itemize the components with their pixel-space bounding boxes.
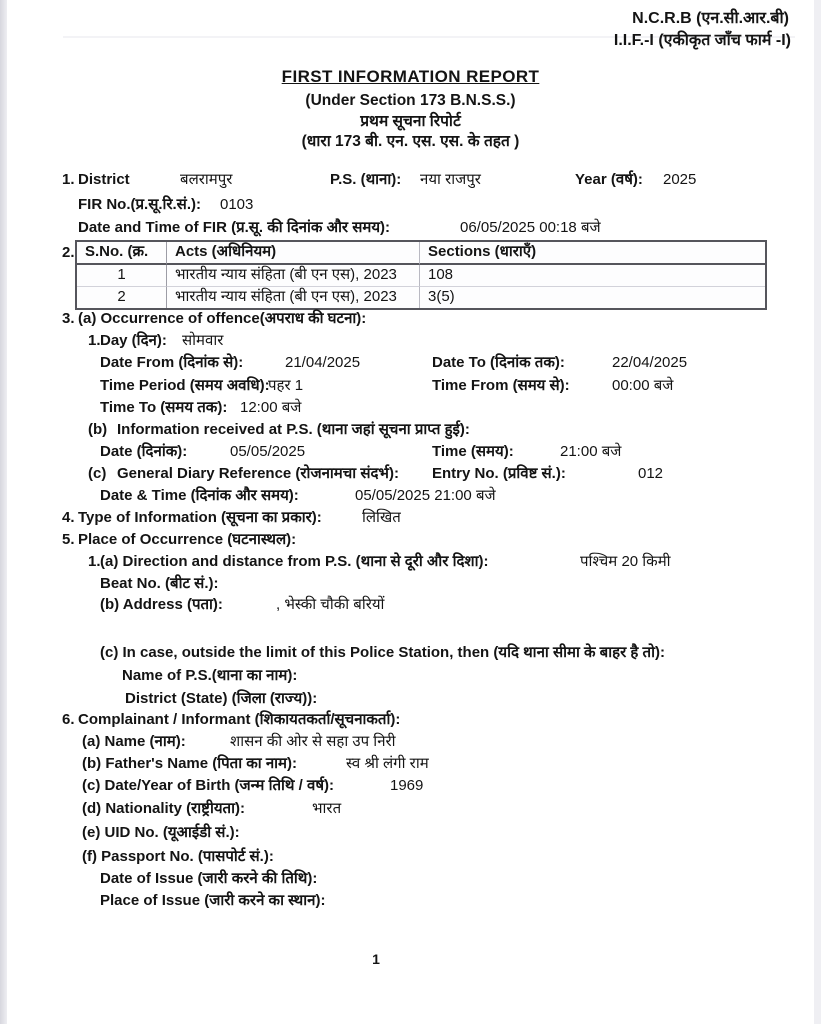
- ncrb-header: N.C.R.B (एन.सी.आर.बी): [632, 10, 789, 27]
- outside-limit-label: (c) In case, outside the limit of this Police Station, then (यदि थाना सीमा के बाहर है तो):: [100, 644, 665, 661]
- address-value: , भेस्की चौकी बरियों: [276, 596, 385, 613]
- direction-value: पश्चिम 20 किमी: [580, 553, 671, 570]
- day-value: सोमवार: [182, 332, 224, 349]
- occurrence-label: (a) Occurrence of offence(अपराध की घटना):: [78, 310, 367, 327]
- direction-label: (a) Direction and distance from P.S. (थाना से दूरी और दिशा):: [100, 553, 489, 570]
- passport-no-label: (f) Passport No. (पासपोर्ट सं.):: [82, 848, 274, 865]
- ps-name-label: Name of P.S.(थाना का नाम):: [122, 667, 298, 684]
- complainant-name-value: शासन की ओर से सहा उप निरी: [230, 733, 396, 750]
- received-time-label: Time (समय):: [432, 443, 514, 460]
- date-from-value: 21/04/2025: [285, 354, 361, 371]
- time-period-value: पहर 1: [268, 377, 304, 394]
- table-row2-sections: 3(5): [420, 286, 765, 308]
- gd-datetime-value: 05/05/2025 21:00 बजे: [355, 487, 496, 504]
- page-number: 1: [372, 951, 380, 967]
- place-of-issue-label: Place of Issue (जारी करने का स्थान):: [100, 892, 326, 909]
- table-header-sno: S.No. (क्र.: [77, 242, 167, 265]
- section5-number: 5.: [62, 531, 75, 548]
- year-label: Year (वर्ष):: [575, 171, 643, 188]
- report-title: FIRST INFORMATION REPORT: [281, 67, 540, 86]
- report-title-hindi: प्रथम सूचना रिपोर्ट: [360, 113, 461, 130]
- date-of-issue-label: Date of Issue (जारी करने की तिथि):: [100, 870, 318, 887]
- table-row2-act: भारतीय न्याय संहिता (बी एन एस), 2023: [167, 286, 420, 308]
- iif-header: I.I.F.-I (एकीकृत जाँच फार्म -I): [613, 32, 791, 49]
- table-header-sections: Sections (धाराएँ): [420, 242, 765, 265]
- info-received-marker: (b): [88, 421, 108, 438]
- complainant-label: Complainant / Informant (शिकायतकर्ता/सूचनाकर्ता):: [78, 711, 401, 728]
- photo-left-edge: [0, 0, 7, 1024]
- section4-number: 4.: [62, 509, 75, 526]
- ps-label: P.S. (थाना):: [330, 171, 402, 188]
- gd-reference-label: General Diary Reference (रोजनामचा संदर्भ):: [117, 465, 399, 482]
- report-subtitle-hindi: (धारा 173 बी. एन. एस. एस. के तहत ): [301, 133, 520, 150]
- time-period-label: Time Period (समय अवधि):: [100, 377, 270, 394]
- table-row1-sections: 108: [428, 266, 454, 283]
- district-state-label: District (State) (जिला (राज्य)):: [125, 690, 318, 707]
- fir-no-label: FIR No.(प्र.सू.रि.सं.):: [78, 196, 201, 213]
- table-row1-sno: 1: [77, 265, 167, 286]
- report-subtitle-en: (Under Section 173 B.N.S.S.): [305, 92, 516, 109]
- year-value: 2025: [663, 171, 697, 188]
- received-date-label: Date (दिनांक):: [100, 443, 188, 460]
- complainant-name-label: (a) Name (नाम):: [82, 733, 186, 750]
- father-name-value: स्व श्री लंगी राम: [346, 755, 429, 772]
- time-from-value: 00:00 बजे: [612, 377, 674, 394]
- direction-number: 1.: [88, 553, 101, 570]
- entry-no-value: 012: [638, 465, 664, 482]
- time-from-label: Time From (समय से):: [432, 377, 570, 394]
- section2-number: 2.: [62, 244, 75, 261]
- table-row2-sno: 2: [77, 286, 167, 308]
- date-from-label: Date From (दिनांक से):: [100, 354, 244, 371]
- fir-datetime-value: 06/05/2025 00:18 बजे: [460, 219, 601, 236]
- fir-no-value: 0103: [220, 196, 254, 213]
- place-occurrence-label: Place of Occurrence (घटनास्थल):: [78, 531, 297, 548]
- beat-no-label: Beat No. (बीट सं.):: [100, 575, 219, 592]
- district-label: District: [78, 171, 130, 188]
- received-time-value: 21:00 बजे: [560, 443, 622, 460]
- table-row1-act: भारतीय न्याय संहिता (बी एन एस), 2023: [167, 265, 420, 286]
- uid-no-label: (e) UID No. (यूआईडी सं.):: [82, 824, 240, 841]
- info-type-value: लिखित: [362, 509, 401, 526]
- day-number: 1.: [88, 332, 101, 349]
- section3-number: 3.: [62, 310, 75, 327]
- section6-number: 6.: [62, 711, 75, 728]
- dob-label: (c) Date/Year of Birth (जन्म तिथि / वर्ष):: [82, 777, 334, 794]
- info-type-label: Type of Information (सूचना का प्रकार):: [78, 509, 322, 526]
- nationality-value: भारत: [312, 800, 342, 817]
- acts-table: [75, 240, 767, 310]
- date-to-value: 22/04/2025: [612, 354, 688, 371]
- time-to-label: Time To (समय तक):: [100, 399, 228, 416]
- fir-datetime-label: Date and Time of FIR (प्र.सू. की दिनांक और समय):: [78, 219, 391, 236]
- day-label: Day (दिन):: [100, 332, 167, 349]
- district-value: बलरामपुर: [180, 171, 233, 188]
- time-to-value: 12:00 बजे: [240, 399, 302, 416]
- ps-value: नया राजपुर: [420, 171, 481, 188]
- date-to-label: Date To (दिनांक तक):: [432, 354, 565, 371]
- section1-number: 1.: [62, 171, 75, 188]
- info-received-label: Information received at P.S. (थाना जहां सूचना प्राप्त हुई):: [117, 421, 470, 438]
- photo-right-edge: [814, 0, 821, 1024]
- address-label: (b) Address (पता):: [100, 596, 223, 613]
- table-header-acts: Acts (अधिनियम): [167, 242, 420, 265]
- received-date-value: 05/05/2025: [230, 443, 306, 460]
- nationality-label: (d) Nationality (राष्ट्रीयता):: [82, 800, 245, 817]
- father-name-label: (b) Father's Name (पिता का नाम):: [82, 755, 298, 772]
- dob-value: 1969: [390, 777, 424, 794]
- entry-no-label: Entry No. (प्रविष्ट सं.):: [432, 465, 566, 482]
- gd-datetime-label: Date & Time (दिनांक और समय):: [100, 487, 299, 504]
- gd-reference-marker: (c): [88, 465, 107, 482]
